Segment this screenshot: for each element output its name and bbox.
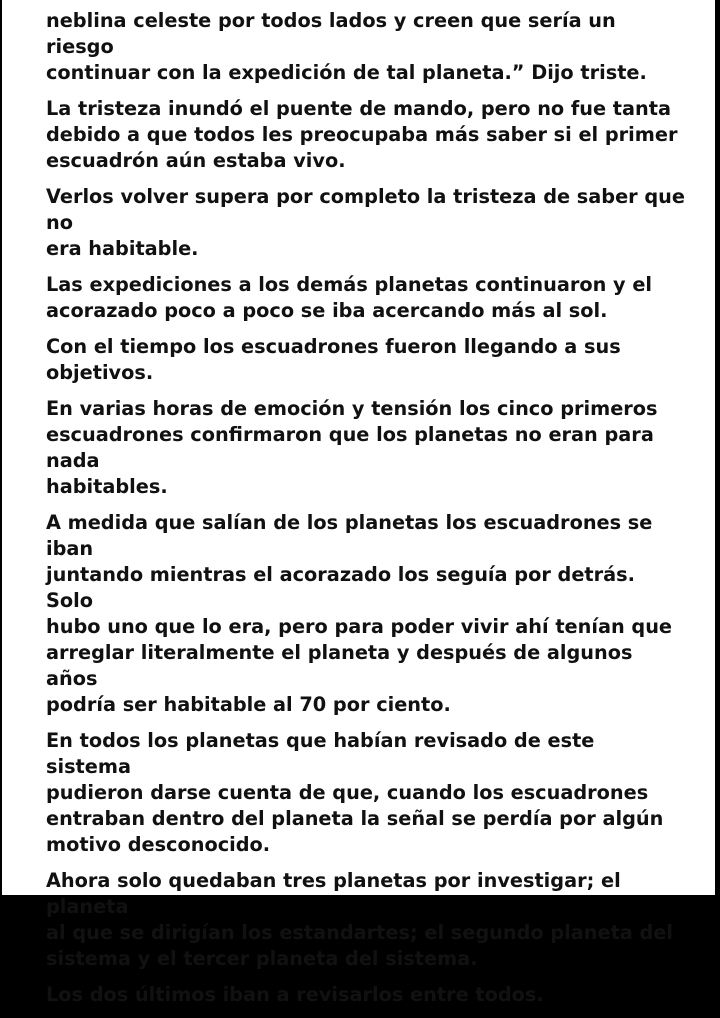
paragraph: La tristeza inundó el puente de mando, pero no fue tanta debido a que todos les preocupaba más saber si el primer escuadrón aún estaba vivo. (46, 97, 678, 172)
paragraph: En todos los planetas que habían revisado de este sistema pudieron darse cuenta de que, cuando los escuadrones entraban dentro del planeta la señal se perdía por algún motivo desconocido. (46, 729, 664, 856)
document-page (2, 0, 715, 1006)
paragraph: Las expediciones a los demás planetas continuaron y el acorazado poco a poco se iba acercando más al sol. (46, 273, 653, 322)
paragraph: En varias horas de emoción y tensión los cinco primeros escuadrones confirmaron que los planetas no eran para nada habitables. (46, 397, 658, 498)
paragraph: Con el tiempo los escuadrones fueron llegando a sus objetivos. (46, 335, 621, 384)
paragraph: Verlos volver supera por completo la tristeza de saber que no era habitable. (46, 185, 685, 260)
paragraph: Ahora solo quedaban tres planetas por investigar; el planeta al que se dirigían los estandartes; el segundo planeta del sistema y el tercer planeta del sistema. (46, 869, 673, 970)
paragraph: Los dos últimos iban a revisarlos entre todos. (46, 983, 544, 1006)
paragraph: A medida que salían de los planetas los escuadrones se iban juntando mientras el acorazado los seguía por detrás. Solo hubo uno que lo era, pero para poder vivir ahí tenían que arreglar literalmente el planeta y después de algunos años podría ser habitable al 70 por ciento. (46, 511, 673, 716)
text-column (46, 8, 686, 1018)
paragraph: neblina celeste por todos lados y creen que sería un riesgo continuar con la expedición de tal planeta.” Dijo triste. (46, 9, 647, 84)
